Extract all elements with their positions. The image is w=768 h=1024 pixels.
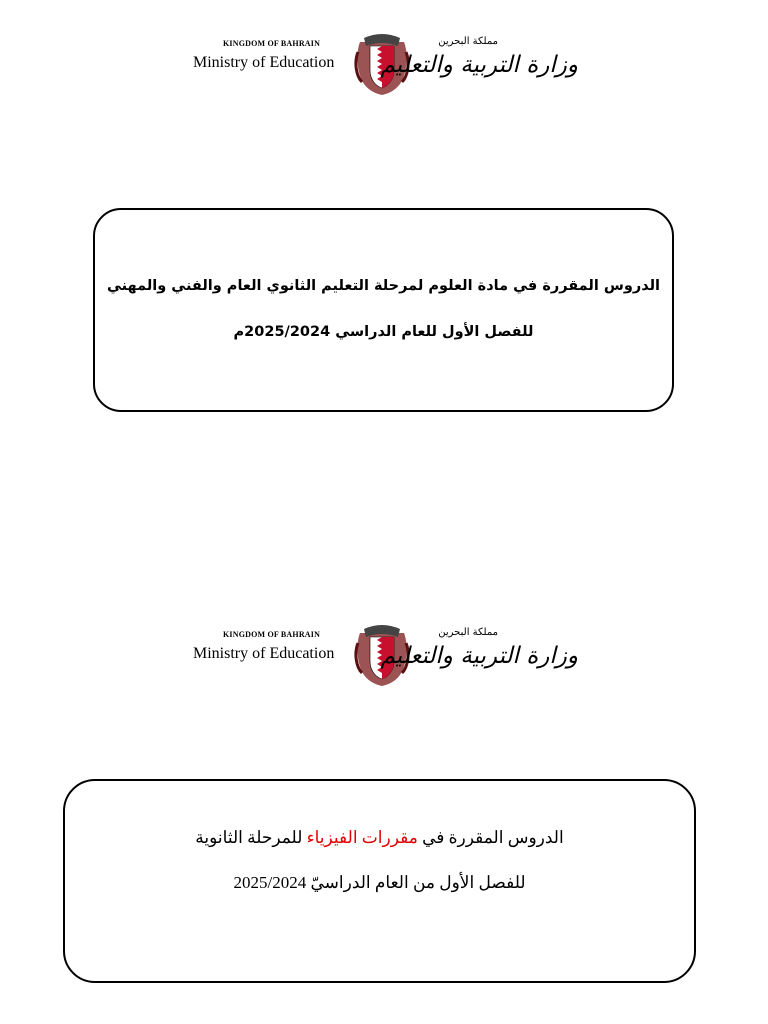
science-title-line1: الدروس المقررة في مادة العلوم لمرحلة التعليم الثانوي العام والفني والمهني — [106, 278, 661, 294]
kingdom-ar-label: مملكة البحرين — [438, 36, 498, 47]
title-box-physics — [63, 779, 696, 983]
science-year: 2025/2024 — [244, 324, 331, 340]
science-year-suffix: م — [233, 324, 245, 340]
ministry-en-label: Ministry of Education — [193, 54, 335, 71]
kingdom-en-label: KINGDOM OF BAHRAIN — [223, 630, 321, 639]
physics-title-after: للمرحلة الثانوية — [195, 828, 303, 847]
physics-title-line2 — [65, 873, 694, 893]
title-box-science — [93, 208, 674, 412]
ministry-en-label: Ministry of Education — [193, 645, 335, 662]
ministry-ar-label: وزارة التربية والتعليم — [380, 643, 578, 669]
header-arabic — [380, 623, 578, 683]
physics-title-line1 — [65, 828, 694, 848]
physics-term-label: للفصل الأول من العام الدراسيّ — [310, 873, 526, 892]
header-arabic — [380, 32, 578, 92]
physics-title-highlight: مقررات الفيزياء — [306, 828, 418, 847]
physics-title-before: الدروس المقررة في — [422, 828, 564, 847]
ministry-ar-label: وزارة التربية والتعليم — [380, 52, 578, 78]
ministry-header-bottom — [193, 623, 578, 689]
ministry-header-top — [193, 32, 578, 98]
kingdom-en-label: KINGDOM OF BAHRAIN — [223, 39, 321, 48]
kingdom-ar-label: مملكة البحرين — [438, 627, 498, 638]
science-term-label: للفصل الأول للعام الدراسي — [335, 324, 534, 340]
science-title-line2 — [95, 324, 672, 340]
physics-year: 2025/2024 — [233, 873, 307, 892]
